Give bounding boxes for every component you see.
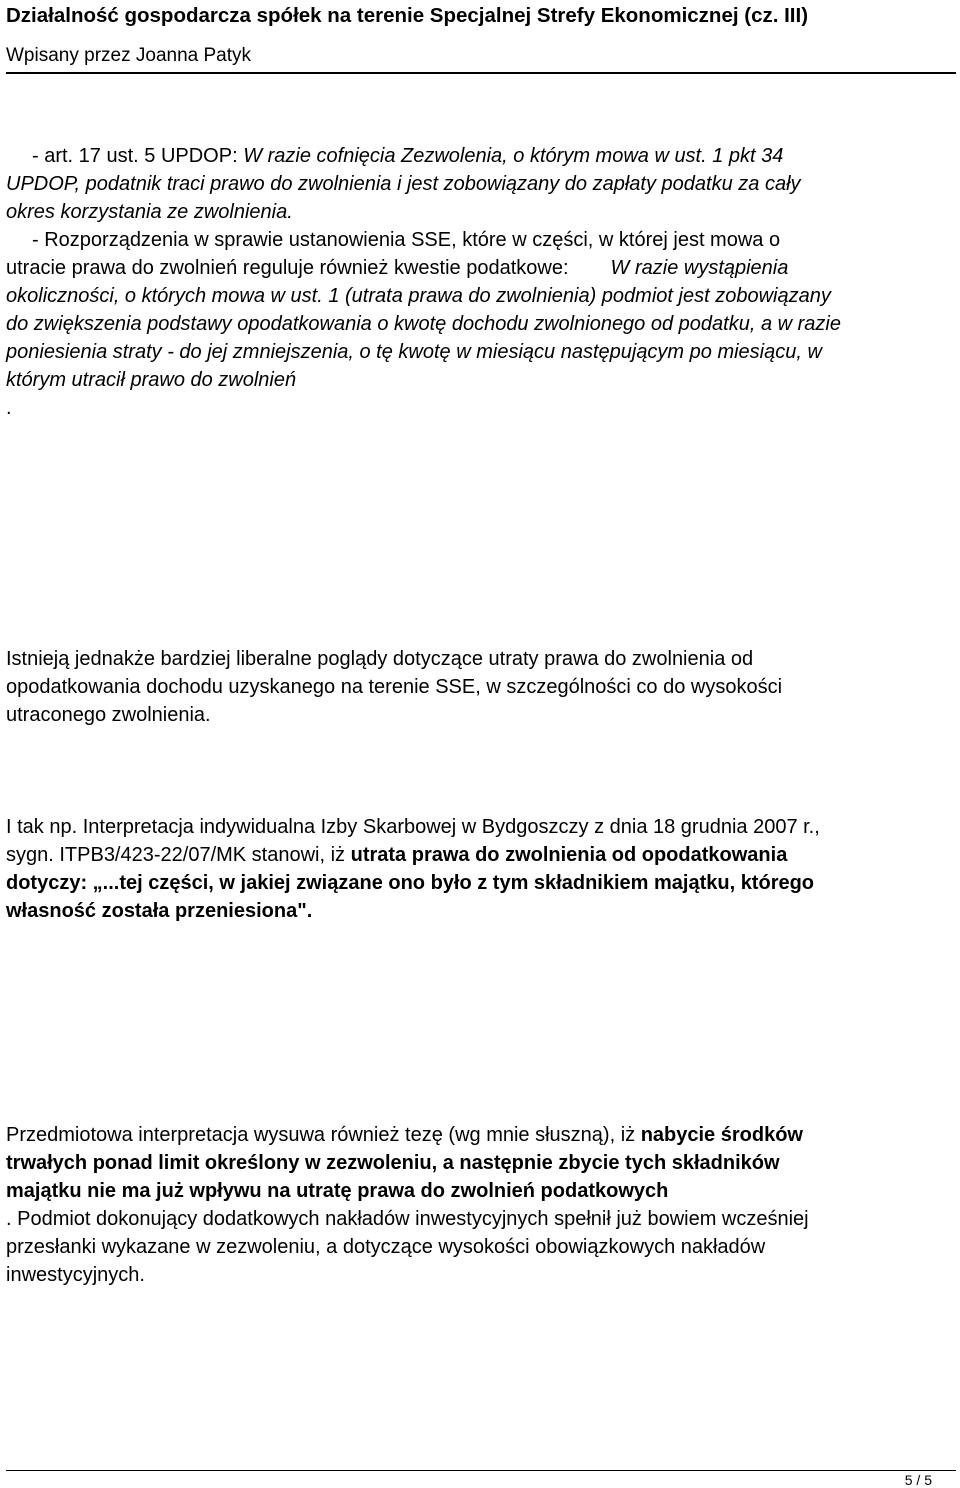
paragraph-line: trwałych ponad limit określony w zezwoleniu, a następnie zbycie tych składników [6,1152,780,1174]
paragraph-line [6,142,946,170]
paragraph-line: przesłanki wykazane w zezwoleniu, a dotyczące wysokości obowiązkowych nakładów [6,1236,766,1258]
italic-span: W razie cofnięcia Zezwolenia, o którym mowa w ust. 1 pkt 34 [243,145,784,167]
text-span: sygn. ITPB3/423-22/07/MK stanowi, iż [6,844,351,866]
legal-provisions-block [6,142,946,422]
text-span: - art. 17 ust. 5 UPDOP: [32,145,244,167]
liberal-views-paragraph [6,645,946,729]
bold-span: nabycie środków [640,1124,803,1146]
paragraph-line [6,841,946,869]
paragraph-line: poniesienia straty - do jej zmniejszenia, o tę kwotę w miesiącu następującym po miesiącu, w [6,341,822,363]
paragraph-line [6,1121,946,1149]
paragraph-line [6,254,946,282]
paragraph-line: okres korzystania ze zwolnienia. [6,201,293,223]
conclusion-paragraph [6,1121,946,1289]
paragraph-line: którym utracił prawo do zwolnień [6,369,297,391]
footer-divider [6,1470,956,1471]
paragraph-line: utraconego zwolnienia. [6,704,211,726]
paragraph-line: dotyczy: „...tej części, w jakiej związane ono było z tym składnikiem majątku, którego [6,872,815,894]
paragraph-line: Istnieją jednakże bardziej liberalne poglądy dotyczące utraty prawa do zwolnienia od [6,648,754,670]
paragraph-line: majątku nie ma już wpływu na utratę prawa do zwolnień podatkowych [6,1180,669,1202]
paragraph-line: inwestycyjnych. [6,1264,145,1286]
paragraph-line: okoliczności, o których mowa w ust. 1 (utrata prawa do zwolnienia) podmiot jest zobowiązany [6,285,831,307]
paragraph-line: UPDOP, podatnik traci prawo do zwolnienia i jest zobowiązany do zapłaty podatku za cały [6,173,801,195]
text-span: utracie prawa do zwolnień reguluje również kwestie podatkowe: [6,257,569,279]
text-span: Przedmiotowa interpretacja wysuwa również tezę (wg mnie słuszną), iż [6,1124,641,1146]
paragraph-line: . [6,397,12,419]
interpretation-paragraph [6,813,946,925]
page-number: 5 / 5 [904,1472,932,1488]
paragraph-line: do zwiększenia podstawy opodatkowania o kwotę dochodu zwolnionego od podatku, a w razie [6,313,841,335]
paragraph-line: własność została przeniesiona". [6,900,313,922]
paragraph-line: I tak np. Interpretacja indywidualna Izby Skarbowej w Bydgoszczy z dnia 18 grudnia 2007 r., [6,816,820,838]
bold-span: utrata prawa do zwolnienia od opodatkowania [350,844,788,866]
header-divider [6,72,956,74]
paragraph-line: opodatkowania dochodu uzyskanego na terenie SSE, w szczególności co do wysokości [6,676,783,698]
italic-span: W razie wystąpienia [610,257,789,279]
author-line: Wpisany przez Joanna Patyk [6,45,252,66]
paragraph-line: - Rozporządzenia w sprawie ustanowienia SSE, które w części, w której jest mowa o [32,229,781,251]
paragraph-line: . Podmiot dokonujący dodatkowych nakładów inwestycyjnych spełnił już bowiem wcześniej [6,1208,809,1230]
document-title: Działalność gospodarcza spółek na terenie Specjalnej Strefy Ekonomicznej (cz. III) [6,4,809,27]
